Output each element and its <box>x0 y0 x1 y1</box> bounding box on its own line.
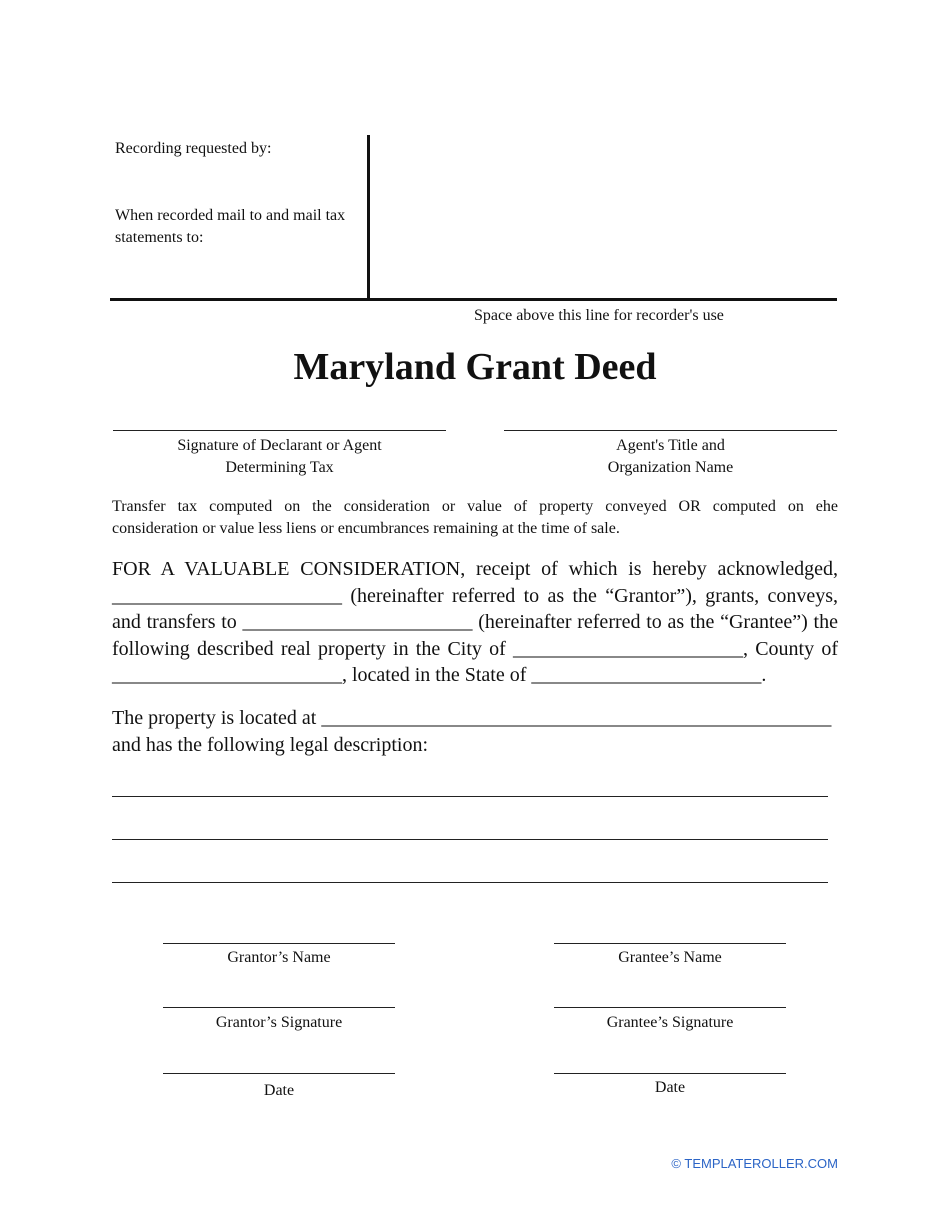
grantor-date-label: Date <box>263 1082 295 1099</box>
mail-to-label <box>115 205 365 249</box>
mail-to-label-line2: statements to: <box>115 229 204 246</box>
recording-requested-label: Recording requested by: <box>115 140 272 157</box>
grantee-signature-line[interactable] <box>554 1007 786 1008</box>
grantor-signature-line[interactable] <box>163 1007 395 1008</box>
declarant-signature-line[interactable] <box>113 430 446 431</box>
grantor-name-line[interactable] <box>163 943 395 944</box>
transfer-tax-paragraph <box>112 496 838 540</box>
copyright-symbol: © <box>671 1156 681 1171</box>
mail-to-label-line1: When recorded mail to and mail tax <box>115 207 346 224</box>
legal-description-line[interactable] <box>112 882 828 883</box>
property-paragraph <box>112 705 838 758</box>
consideration-line5: _______________________, located in the State of _______________________. <box>112 664 767 686</box>
declarant-signature-label-line2: Determining Tax <box>225 459 334 476</box>
consideration-paragraph <box>112 556 838 689</box>
legal-description-line[interactable] <box>112 839 828 840</box>
footer-credit <box>671 1156 838 1171</box>
recorder-use-note: Space above this line for recorder's use <box>474 307 724 324</box>
consideration-line2: _______________________ (hereinafter referred to as the “Grantor”), grants, conveys, <box>112 584 838 607</box>
grantor-signature-label: Grantor’s Signature <box>215 1014 343 1031</box>
document-title: Maryland Grant Deed <box>293 346 657 388</box>
agent-title-line[interactable] <box>504 430 837 431</box>
grantee-date-label: Date <box>654 1079 686 1096</box>
recorder-space-line <box>110 298 837 301</box>
grantor-name-label: Grantor’s Name <box>227 949 331 966</box>
grantee-name-label: Grantee’s Name <box>618 949 722 966</box>
grantee-signature-label: Grantee’s Signature <box>606 1014 734 1031</box>
grantee-date-line[interactable] <box>554 1073 786 1074</box>
consideration-line4: following described real property in the City of _______________________, County of <box>112 637 838 660</box>
grantee-name-line[interactable] <box>554 943 786 944</box>
property-description-intro: and has the following legal description: <box>112 733 429 756</box>
grantor-date-line[interactable] <box>163 1073 395 1074</box>
agent-title-label-line1: Agent's Title and <box>616 437 725 454</box>
transfer-tax-line2: consideration or value less liens or encumbrances remaining at the time of sale. <box>112 520 620 537</box>
consideration-line3: and transfers to _______________________ (hereinafter referred to as the “Grantee”) the <box>112 611 838 633</box>
transfer-tax-line1: Transfer tax computed on the consideration or value of property conveyed OR computed on ehe <box>112 498 838 515</box>
templateroller-link[interactable]: TEMPLATEROLLER.COM <box>684 1156 838 1171</box>
agent-title-label-line2: Organization Name <box>607 459 734 476</box>
declarant-signature-label <box>113 435 446 479</box>
consideration-line1: FOR A VALUABLE CONSIDERATION, receipt of which is hereby acknowledged, <box>112 558 838 580</box>
legal-description-line[interactable] <box>112 796 828 797</box>
property-location-line: The property is located at ___________________________________________________ <box>112 707 832 729</box>
recorder-box-divider <box>367 135 370 301</box>
agent-title-label <box>504 435 837 479</box>
declarant-signature-label-line1: Signature of Declarant or Agent <box>177 437 382 454</box>
